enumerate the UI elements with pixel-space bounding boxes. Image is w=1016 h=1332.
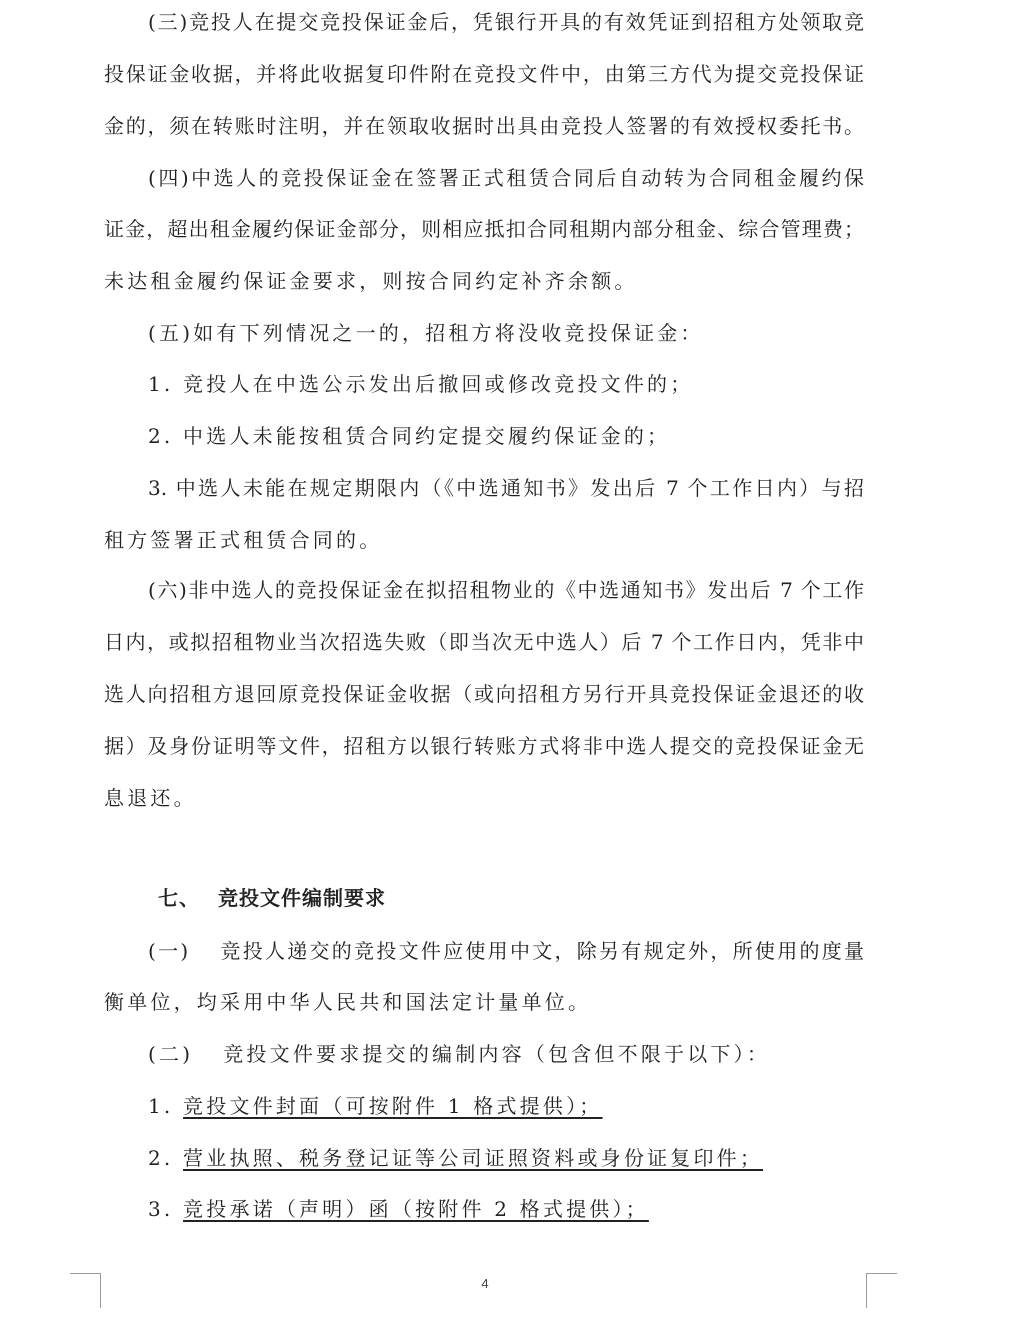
paragraph-5-item-3-line-2: 租方签署正式租赁合同的。	[104, 528, 383, 552]
paragraph-6-line-5: 息退还。	[104, 786, 197, 810]
section-7-item-1-number: (一)	[148, 939, 189, 963]
paragraph-6-line-4: 据）及身份证明等文件，招租方以银行转账方式将非中选人提交的竞投保证金无	[104, 734, 864, 758]
list-item-3	[148, 1195, 864, 1223]
paragraph-5-item-3-line-1: 3. 中选人未能在规定期限内（《中选通知书》发出后 7 个工作日内）与招	[148, 476, 864, 500]
paragraph-3-line-3: 金的，须在转账时注明，并在领取收据时出具由竞投人签署的有效授权委托书。	[104, 114, 864, 138]
section-7-number: 七、	[158, 886, 200, 910]
section-7-item-1-line-1	[148, 937, 864, 965]
section-7-item-1-line-2: 衡单位，均采用中华人民共和国法定计量单位。	[104, 990, 592, 1014]
list-item-2-text: 营业执照、税务登记证等公司证照资料或身份证复印件；	[183, 1146, 764, 1170]
paragraph-3-line-1: (三)竞投人在提交竞投保证金后，凭银行开具的有效凭证到招租方处领取竞	[148, 10, 864, 34]
list-item-3-number: 3.	[148, 1197, 174, 1221]
section-7-title: 竞投文件编制要求	[218, 886, 386, 910]
footer-corner-mark-right	[866, 1273, 897, 1308]
paragraph-6-line-2: 日内，或拟招租物业当次招选失败（即当次无中选人）后 7 个工作日内，凭非中	[104, 630, 864, 654]
footer-corner-mark-left	[70, 1273, 101, 1308]
paragraph-5: (五)如有下列情况之一的，招租方将没收竞投保证金：	[148, 321, 704, 345]
section-7-item-1-text: 竞投人递交的竞投文件应使用中文，除另有规定外，所使用的度量	[218, 939, 865, 963]
list-item-1-number: 1.	[148, 1094, 174, 1118]
paragraph-4-line-1: (四)中选人的竞投保证金在签署正式租赁合同后自动转为合同租金履约保	[148, 166, 864, 190]
list-item-1-text: 竞投文件封面（可按附件 1 格式提供）；	[183, 1094, 603, 1118]
list-item-1	[148, 1092, 864, 1120]
paragraph-3-line-2: 投保证金收据，并将此收据复印件附在竞投文件中，由第三方代为提交竞投保证	[104, 62, 864, 86]
list-item-3-text: 竞投承诺（声明）函（按附件 2 格式提供）；	[183, 1197, 649, 1221]
section-7-item-2-text: 竞投文件要求提交的编制内容（包含但不限于以下）：	[223, 1042, 771, 1066]
paragraph-6-line-1: (六)非中选人的竞投保证金在拟招租物业的《中选通知书》发出后 7 个工作	[148, 578, 864, 602]
paragraph-4-line-2: 证金，超出租金履约保证金部分，则相应抵扣合同租期内部分租金、综合管理费；	[104, 217, 864, 241]
page-number: 4	[481, 1276, 489, 1291]
paragraph-5-item-2: 2. 中选人未能按租赁合同约定提交履约保证金的；	[148, 424, 671, 448]
paragraph-5-item-1: 1. 竞投人在中选公示发出后撤回或修改竞投文件的；	[148, 372, 694, 396]
section-7-item-2	[148, 1040, 864, 1068]
paragraph-6-line-3: 选人向招租方退回原竞投保证金收据（或向招租方另行开具竞投保证金退还的收	[104, 682, 864, 706]
section-7-item-2-number: (二)	[148, 1042, 194, 1066]
list-item-2	[148, 1144, 864, 1172]
section-7-heading	[158, 884, 386, 912]
paragraph-4-line-3: 未达租金履约保证金要求，则按合同约定补齐余额。	[104, 269, 638, 293]
list-item-2-number: 2.	[148, 1146, 174, 1170]
